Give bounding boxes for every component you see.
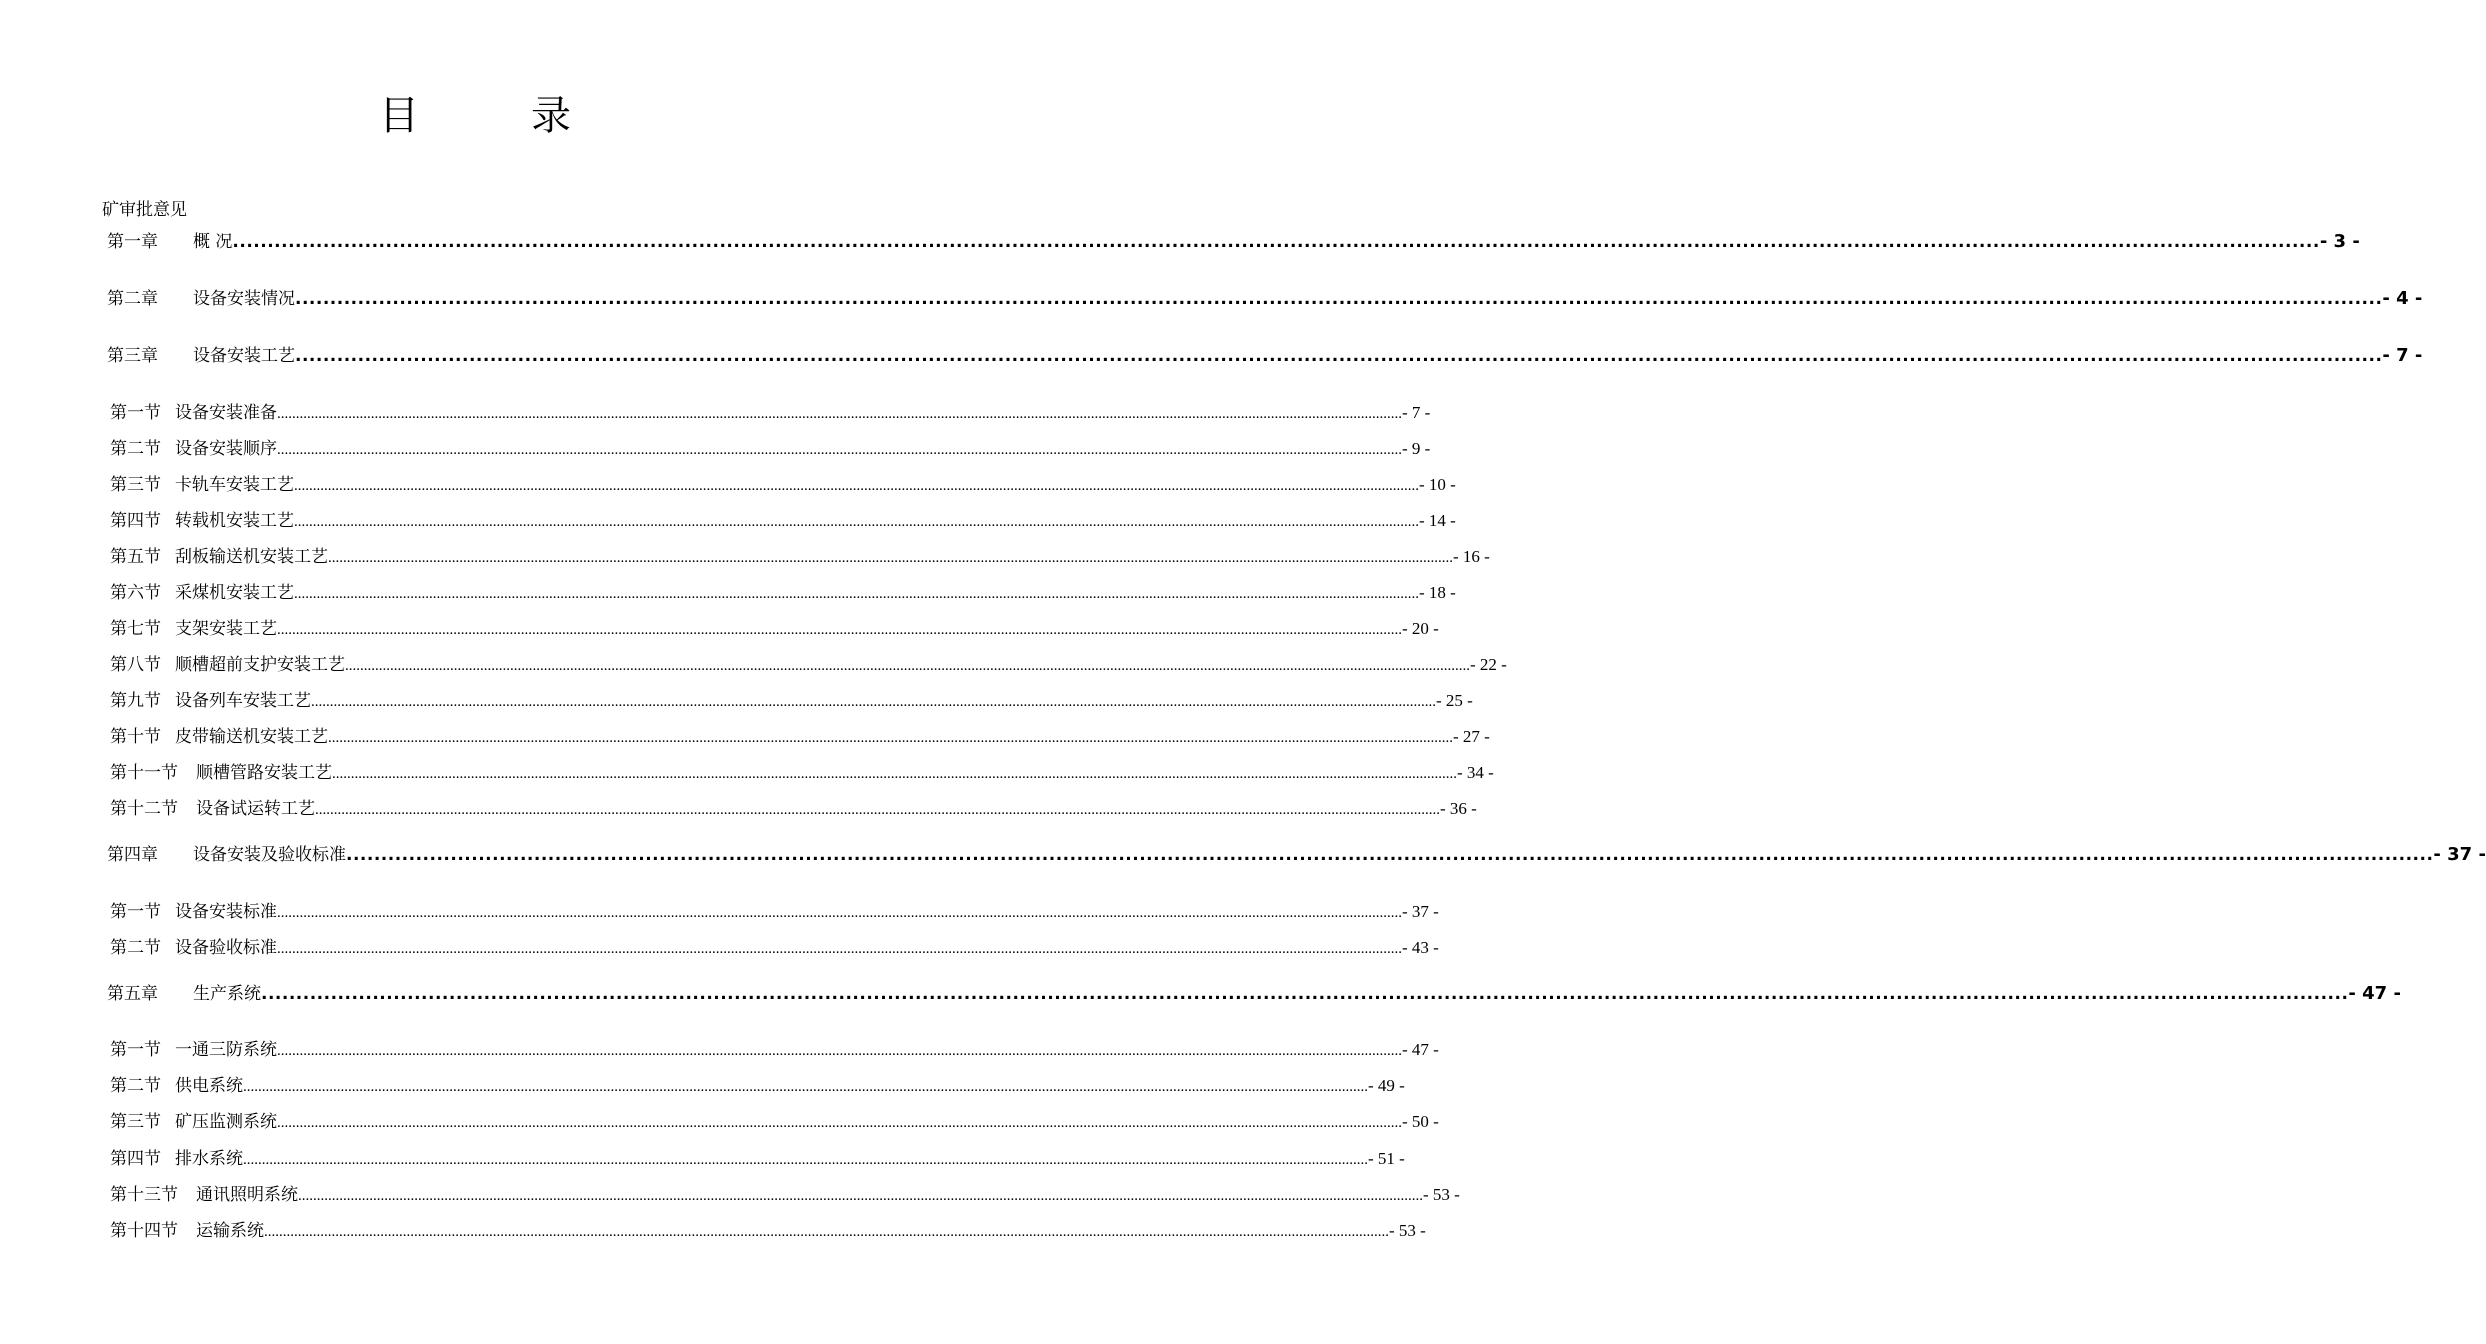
toc-chapter-entry[interactable] <box>107 227 2360 252</box>
toc-section-entry[interactable] <box>110 897 1439 922</box>
entry-label: 第一节 <box>110 902 161 922</box>
dot-leader: ............................................................................................................................................................................................................................................................................................................ <box>346 845 2434 865</box>
dot-leader: ............................................................................................................................................................................................................................................................................................................ <box>277 905 1402 921</box>
entry-title: 排水系统 <box>175 1149 243 1169</box>
entry-label: 第四节 <box>110 1149 161 1169</box>
entry-title: 生产系统 <box>193 984 261 1004</box>
toc-section-entry[interactable] <box>110 578 1456 603</box>
toc-section-entry[interactable] <box>110 1071 1405 1096</box>
entry-title: 顺槽管路安装工艺 <box>196 763 332 783</box>
entry-title: 一通三防系统 <box>175 1040 277 1060</box>
toc-section-entry[interactable] <box>110 1216 1426 1241</box>
entry-title: 通讯照明系统 <box>196 1185 298 1205</box>
entry-label: 第十一节 <box>110 763 178 783</box>
entry-title: 设备安装工艺 <box>193 346 295 366</box>
entry-label: 第五节 <box>110 547 161 567</box>
toc-section-entry[interactable] <box>110 933 1439 958</box>
toc-section-entry[interactable] <box>110 542 1490 567</box>
entry-page-number: - 43 - <box>1402 938 1439 957</box>
entry-label: 第六节 <box>110 583 161 603</box>
entry-page-number: - 18 - <box>1419 583 1456 602</box>
entry-page-number: - 14 - <box>1419 511 1456 530</box>
dot-leader: ............................................................................................................................................................................................................................................................................................................ <box>295 289 2383 309</box>
toc-section-entry[interactable] <box>110 1107 1439 1132</box>
toc-section-entry[interactable] <box>110 722 1490 747</box>
entry-title: 设备安装及验收标准 <box>193 845 346 865</box>
entry-title: 设备验收标准 <box>175 938 277 958</box>
entry-label: 第八节 <box>110 655 161 675</box>
entry-page-number: - 10 - <box>1419 475 1456 494</box>
dot-leader: ............................................................................................................................................................................................................................................................................................................ <box>277 406 1402 422</box>
entry-title: 设备安装标准 <box>175 902 277 922</box>
entry-title: 设备安装情况 <box>193 289 295 309</box>
toc-section-entry[interactable] <box>110 506 1456 531</box>
dot-leader: ............................................................................................................................................................................................................................................................................................................ <box>294 586 1419 602</box>
toc-chapter-entry[interactable] <box>107 979 2401 1004</box>
entry-title: 概 况 <box>193 232 233 252</box>
toc-section-entry[interactable] <box>110 650 1507 675</box>
toc-section-entry[interactable] <box>110 794 1477 819</box>
entry-title: 供电系统 <box>175 1076 243 1096</box>
entry-label: 第七节 <box>110 619 161 639</box>
entry-page-number: - 53 - <box>1423 1185 1460 1204</box>
toc-chapter-entry[interactable] <box>107 284 2423 309</box>
entry-title: 设备安装顺序 <box>175 439 277 459</box>
entry-label: 第三章 <box>107 346 158 366</box>
dot-leader: ............................................................................................................................................................................................................................................................................................................ <box>345 658 1470 674</box>
entry-page-number: - 16 - <box>1453 547 1490 566</box>
toc-chapter-entry[interactable] <box>107 341 2423 366</box>
entry-page-number: - 9 - <box>1402 439 1431 458</box>
entry-page-number: - 4 - <box>2382 288 2423 309</box>
dot-leader: ............................................................................................................................................................................................................................................................................................................ <box>232 232 2320 252</box>
entry-title: 刮板输送机安装工艺 <box>175 547 328 567</box>
entry-title: 转载机安装工艺 <box>175 511 294 531</box>
entry-page-number: - 27 - <box>1453 727 1490 746</box>
toc-section-entry[interactable] <box>110 434 1431 459</box>
entry-page-number: - 49 - <box>1368 1076 1405 1095</box>
dot-leader: ............................................................................................................................................................................................................................................................................................................ <box>277 442 1402 458</box>
dot-leader: ............................................................................................................................................................................................................................................................................................................ <box>264 1224 1389 1240</box>
entry-page-number: - 34 - <box>1457 763 1494 782</box>
toc-section-entry[interactable] <box>110 686 1473 711</box>
toc-section-entry[interactable] <box>110 1180 1460 1205</box>
entry-page-number: - 47 - <box>1402 1040 1439 1059</box>
entry-page-number: - 47 - <box>2348 983 2401 1004</box>
entry-label: 第三节 <box>110 1112 161 1132</box>
entry-label: 第五章 <box>107 984 158 1004</box>
toc-section-entry[interactable] <box>110 1144 1405 1169</box>
approval-note: 矿审批意见 <box>102 200 187 220</box>
entry-title: 皮带输送机安装工艺 <box>175 727 328 747</box>
entry-title: 设备列车安装工艺 <box>175 691 311 711</box>
entry-label: 第十节 <box>110 727 161 747</box>
dot-leader: ............................................................................................................................................................................................................................................................................................................ <box>332 766 1457 782</box>
dot-leader: ............................................................................................................................................................................................................................................................................................................ <box>243 1079 1368 1095</box>
dot-leader: ............................................................................................................................................................................................................................................................................................................ <box>328 550 1453 566</box>
toc-section-entry[interactable] <box>110 398 1431 423</box>
dot-leader: ............................................................................................................................................................................................................................................................................................................ <box>294 514 1419 530</box>
entry-title: 卡轨车安装工艺 <box>175 475 294 495</box>
entry-title: 支架安装工艺 <box>175 619 277 639</box>
dot-leader: ............................................................................................................................................................................................................................................................................................................ <box>277 622 1402 638</box>
entry-page-number: - 37 - <box>1402 902 1439 921</box>
toc-section-entry[interactable] <box>110 1035 1439 1060</box>
entry-label: 第一节 <box>110 1040 161 1060</box>
entry-label: 第一节 <box>110 403 161 423</box>
dot-leader: ............................................................................................................................................................................................................................................................................................................ <box>315 802 1440 818</box>
entry-page-number: - 20 - <box>1402 619 1439 638</box>
entry-page-number: - 50 - <box>1402 1112 1439 1131</box>
dot-leader: ............................................................................................................................................................................................................................................................................................................ <box>277 1115 1402 1131</box>
toc-section-entry[interactable] <box>110 614 1439 639</box>
entry-label: 第二节 <box>110 1076 161 1096</box>
toc-section-entry[interactable] <box>110 758 1494 783</box>
dot-leader: ............................................................................................................................................................................................................................................................................................................ <box>243 1152 1368 1168</box>
dot-leader: ............................................................................................................................................................................................................................................................................................................ <box>294 478 1419 494</box>
entry-label: 第十二节 <box>110 799 178 819</box>
entry-label: 第十三节 <box>110 1185 178 1205</box>
dot-leader: ............................................................................................................................................................................................................................................................................................................ <box>277 941 1402 957</box>
entry-label: 第一章 <box>107 232 158 252</box>
entry-label: 第九节 <box>110 691 161 711</box>
dot-leader: ............................................................................................................................................................................................................................................................................................................ <box>261 984 2349 1004</box>
entry-page-number: - 22 - <box>1470 655 1507 674</box>
entry-title: 设备安装准备 <box>175 403 277 423</box>
dot-leader: ............................................................................................................................................................................................................................................................................................................ <box>298 1188 1423 1204</box>
entry-label: 第四章 <box>107 845 158 865</box>
entry-title: 矿压监测系统 <box>175 1112 277 1132</box>
entry-label: 第十四节 <box>110 1221 178 1241</box>
dot-leader: ............................................................................................................................................................................................................................................................................................................ <box>277 1043 1402 1059</box>
entry-label: 第二节 <box>110 439 161 459</box>
entry-page-number: - 3 - <box>2319 231 2360 252</box>
entry-label: 第三节 <box>110 475 161 495</box>
entry-page-number: - 7 - <box>2382 345 2423 366</box>
toc-chapter-entry[interactable] <box>107 840 2486 865</box>
dot-leader: ............................................................................................................................................................................................................................................................................................................ <box>295 346 2383 366</box>
entry-title: 顺槽超前支护安装工艺 <box>175 655 345 675</box>
dot-leader: ............................................................................................................................................................................................................................................................................................................ <box>328 730 1453 746</box>
entry-page-number: - 36 - <box>1440 799 1477 818</box>
entry-title: 设备试运转工艺 <box>196 799 315 819</box>
entry-page-number: - 37 - <box>2433 844 2486 865</box>
entry-title: 运输系统 <box>196 1221 264 1241</box>
toc-title: 目 录 <box>379 93 607 139</box>
entry-page-number: - 25 - <box>1436 691 1473 710</box>
entry-page-number: - 7 - <box>1402 403 1431 422</box>
entry-title: 采煤机安装工艺 <box>175 583 294 603</box>
toc-section-entry[interactable] <box>110 470 1456 495</box>
entry-page-number: - 51 - <box>1368 1149 1405 1168</box>
entry-page-number: - 53 - <box>1389 1221 1426 1240</box>
dot-leader: ............................................................................................................................................................................................................................................................................................................ <box>311 694 1436 710</box>
entry-label: 第二节 <box>110 938 161 958</box>
entry-label: 第四节 <box>110 511 161 531</box>
entry-label: 第二章 <box>107 289 158 309</box>
